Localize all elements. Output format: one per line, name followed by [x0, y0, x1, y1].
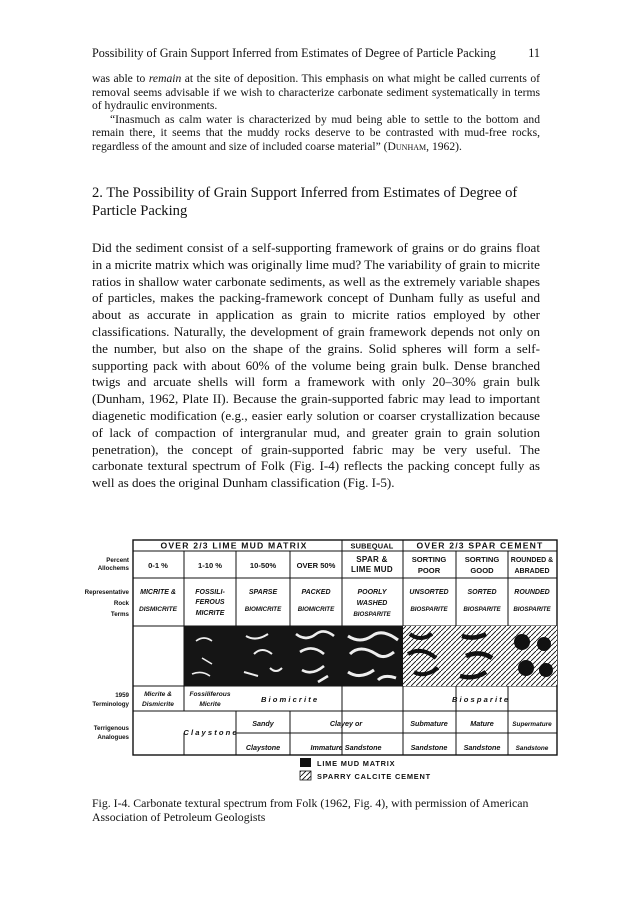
row-label-terms: Terms: [110, 611, 129, 618]
cell-unsorted: UNSORTED: [409, 589, 449, 596]
cell-poorly: POORLY: [357, 589, 387, 596]
header-subequal: SUBEQUAL: [350, 541, 394, 551]
cell-packed: PACKED: [301, 589, 331, 596]
cell-biomicrite-packed: BIOMICRITE: [297, 606, 335, 613]
cell-micrite: MICRITE: [195, 610, 225, 617]
cell-mature-sandstone: Sandstone: [463, 743, 501, 752]
cell-biosparite-rounded: BIOSPARITE: [513, 606, 551, 613]
body-paragraph: Did the sediment consist of a self-supporting framework of grains or do grains float in a micrite matrix which was originally lime mud? The variability of grain to micrite ratios in shallow water carbonate sediments, as well as the extremely variable shapes of particles, makes the packing-framework concept of Dunham fully as useful and about as accurate in application as grain to micrite ratios employed by other classifications. Naturally, the development of grain framework depends not only on the number, but also on the shape of the grains. Solid spheres will form a self-supporting pack with about 60% of the volume being grain bulk. Dense branched twigs and arcuate shells will form a framework with only 20–30% grain bulk (Dunham, 1962, Plate II). Because the grain-supported fabric may lead to important diagenetic modification (e.g., easier early solution or coarser crystallization because of lack of compaction of intergranular mud, and greater grain to grain solution penetration), the concept of grain-supported fabric may be very useful. The carbonate textural spectrum of Folk (Fig. I-4) reflects the packing concept fully as well as does the original Dunham classification (Fig. I-5).: [92, 240, 540, 491]
header-lime-mud: OVER 2/3 LIME MUD MATRIX: [160, 540, 308, 551]
page-number: 11: [528, 46, 540, 60]
cell-dismicrite-1959: Dismicrite: [142, 701, 174, 708]
terrigenous-row: [183, 719, 552, 752]
figure-caption: Fig. I-4. Carbonate textural spectrum from Folk (1962, Fig. 4), with permission of American Association of Petroleum Geologists: [92, 796, 529, 824]
cell-submature: Submature: [410, 719, 448, 728]
cell-sorted: SORTED: [467, 589, 497, 596]
row-labels: [85, 557, 130, 741]
cell-micrite-and: MICRITE &: [140, 589, 176, 596]
cell-clayey-or: Clayey or: [329, 719, 363, 728]
cell-biosparite-1959: B i o s p a r i t e: [451, 695, 509, 704]
running-title: Possibility of Grain Support Inferred from Estimates of Degree of Particle Packing: [92, 46, 496, 60]
row-label-terminology: Terminology: [92, 701, 129, 708]
cell-abraded: ABRADED: [514, 568, 550, 575]
legend-swatch-lime-mud: [300, 758, 311, 767]
emphasis-remain: remain: [148, 72, 182, 85]
cell-submature-sandstone: Sandstone: [410, 743, 448, 752]
citation-author: Dunham: [387, 139, 427, 153]
cell-micrite-amp: Micrite &: [144, 691, 172, 698]
header-lime-mud-2: LIME MUD: [351, 565, 393, 574]
cell-biomicrite-sparse: BIOMICRITE: [244, 606, 282, 613]
paragraph-currents: was able to remain at the site of deposition. This emphasis on what might be called currents of removal seems advisable if we wish to characterize carbonate sediment systematically in terms of hydraulic environments.: [92, 72, 540, 113]
section-heading: 2. The Possibility of Grain Support Inferred from Estimates of Degree of Particle Packing: [92, 185, 518, 219]
cell-micrite-1959: Micrite: [199, 701, 221, 708]
legend-swatch-sparry-calcite: [300, 771, 311, 780]
dunham-quote: “Inasmuch as calm water is characterized by mud being able to settle to the bottom and remain there, it seems that the muddy rocks deserve to be contrasted with mud-free rocks, regardless of the amount and size of included coarse material” (Dunham, 1962).: [92, 112, 540, 153]
cell-sandy-claystone: Claystone: [245, 743, 281, 752]
cell-washed: WASHED: [356, 600, 388, 607]
figure-textural-spectrum: [56, 536, 576, 784]
row-label-terrigenous: Terrigenous: [93, 725, 129, 732]
cell-sorting-1: SORTING: [411, 555, 447, 564]
row-label-1959: 1959: [115, 692, 129, 699]
cell-sorting-2: SORTING: [464, 555, 500, 564]
cell-claystone: C l a y s t o n e: [183, 728, 237, 737]
cell-dismicrite: DISMICRITE: [138, 606, 178, 613]
header-spar: SPAR &: [356, 555, 388, 564]
cell-biosparite-washed: BIOSPARITE: [353, 611, 391, 618]
row-label-rock: Rock: [113, 600, 129, 607]
figure-legend: [300, 758, 431, 781]
running-header: [92, 46, 540, 62]
cell-biosparite-unsorted: BIOSPARITE: [410, 606, 448, 613]
cell-rounded-rep: ROUNDED: [514, 589, 550, 596]
terminology-1959-row: [142, 691, 509, 708]
cell-0-1: 0-1 %: [148, 561, 168, 570]
cell-sandy: Sandy: [252, 719, 274, 728]
cell-rounded: ROUNDED &: [510, 557, 554, 564]
row-label-percent: Percent: [106, 557, 129, 564]
cell-sparse: SPARSE: [248, 589, 278, 596]
cell-mature: Mature: [470, 719, 494, 728]
header-spar-cement: OVER 2/3 SPAR CEMENT: [416, 540, 544, 551]
legend-lime-mud: LIME MUD MATRIX: [317, 759, 396, 768]
cell-biosparite-sorted: BIOSPARITE: [463, 606, 501, 613]
cell-fossiliferous: Fossiliferous: [189, 691, 231, 698]
representative-row: [139, 589, 552, 618]
row-label-allochems: Allochems: [97, 565, 129, 572]
cell-ferous: FEROUS: [195, 599, 225, 606]
cell-fossili: FOSSILI-: [195, 589, 225, 596]
rock-texture-images: [184, 626, 557, 686]
cell-supermature-sandstone: Sandstone: [515, 745, 549, 752]
cell-1-10: 1-10 %: [197, 561, 223, 570]
cell-supermature: Supermature: [512, 721, 552, 728]
cell-over-50: OVER 50%: [296, 561, 336, 570]
legend-sparry-calcite: SPARRY CALCITE CEMENT: [317, 772, 431, 781]
cell-biomicrite-1959: B i o m i c r i t e: [260, 695, 318, 704]
cell-good: GOOD: [470, 566, 494, 575]
row-label-analogues: Analogues: [97, 734, 129, 741]
cell-10-50: 10-50%: [249, 561, 277, 570]
row-label-representative: Representative: [84, 589, 129, 596]
cell-immature-sandstone: Immature Sandstone: [310, 743, 382, 752]
cell-poor: POOR: [417, 566, 441, 575]
continued-paragraph: [92, 72, 540, 154]
